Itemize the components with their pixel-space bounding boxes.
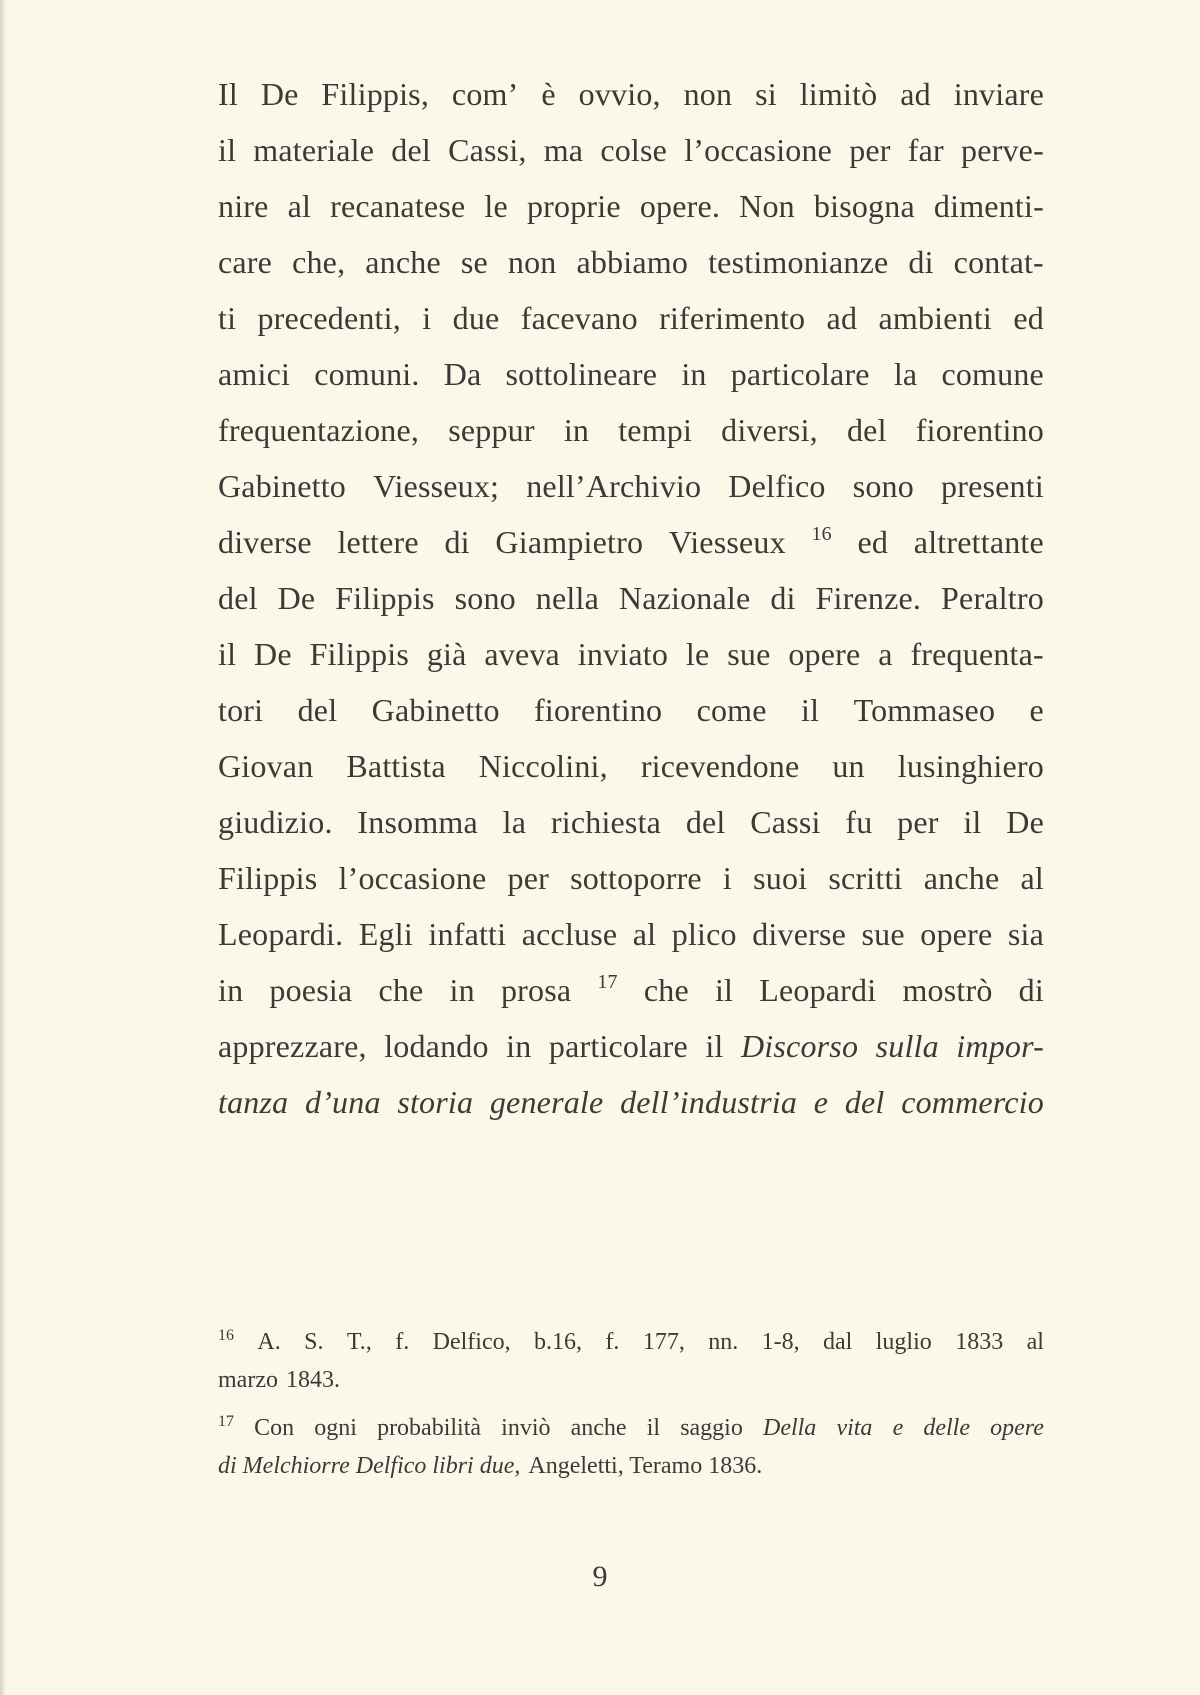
word: Viesseux;	[373, 468, 500, 504]
word: ed	[1013, 300, 1044, 336]
word: scritti	[828, 860, 903, 896]
word: frequenta-	[910, 636, 1044, 672]
word: 177,	[642, 1329, 685, 1355]
italic-word: opere	[990, 1415, 1044, 1441]
word: ti	[218, 300, 237, 336]
word: Filippis,	[321, 76, 430, 112]
text-line	[218, 290, 1044, 346]
word: Delfico,	[432, 1329, 511, 1355]
word: probabilità	[377, 1415, 482, 1441]
word: in	[218, 972, 244, 1008]
word: sia	[1007, 916, 1044, 952]
word: Filippis	[335, 580, 435, 616]
text-line	[218, 962, 1044, 1018]
body-text	[218, 66, 1044, 1130]
word: far	[907, 132, 944, 168]
word: com’	[451, 76, 519, 112]
word: sue	[727, 636, 771, 672]
word: ad	[900, 76, 931, 112]
word: ovvio,	[578, 76, 661, 112]
word: Insomma	[357, 804, 478, 840]
word: i	[422, 300, 432, 336]
word: al	[632, 916, 657, 952]
word: a	[878, 636, 893, 672]
word: 1843.	[285, 1367, 340, 1393]
text-line	[218, 402, 1044, 458]
text-line	[218, 1074, 1044, 1130]
word: non	[683, 76, 733, 112]
footnote-line	[218, 1409, 1044, 1447]
word: Firenze.	[815, 580, 922, 616]
word: infatti	[428, 916, 507, 952]
word: non	[507, 244, 557, 280]
word: già	[426, 636, 467, 672]
word: plico	[671, 916, 737, 952]
italic-word: Della	[762, 1415, 817, 1441]
word: bisogna	[813, 188, 915, 224]
footnote-line	[218, 1323, 1044, 1361]
italic-word: dell’industria	[620, 1084, 798, 1120]
footnote-16	[218, 1323, 1044, 1399]
text-line	[218, 906, 1044, 962]
text-line	[218, 346, 1044, 402]
word: recanatese	[330, 188, 466, 224]
word: comuni.	[314, 356, 420, 392]
footnote-line	[218, 1447, 1044, 1485]
word: il	[705, 1028, 724, 1064]
word: le	[484, 188, 508, 224]
word: Delfico	[728, 468, 826, 504]
footnote-marker: 16	[218, 1327, 234, 1344]
word: richiesta	[550, 804, 662, 840]
word: al	[287, 188, 312, 224]
word: De	[254, 636, 292, 672]
word: facevano	[520, 300, 638, 336]
word: Battista	[346, 748, 446, 784]
word: mostrò	[902, 972, 993, 1008]
text-line	[218, 234, 1044, 290]
word: sottolineare	[505, 356, 658, 392]
word: Non	[739, 188, 795, 224]
word: per	[849, 132, 891, 168]
word: nire	[218, 188, 269, 224]
text-line	[218, 794, 1044, 850]
word: Filippis	[309, 636, 409, 672]
word: dal	[823, 1329, 853, 1355]
word: Il	[218, 76, 238, 112]
word: l’occasione	[684, 132, 833, 168]
word: proprie	[526, 188, 621, 224]
word: anche	[923, 860, 1000, 896]
word: De	[1006, 804, 1044, 840]
word: contat-	[953, 244, 1044, 280]
italic-word: Discorso	[740, 1028, 859, 1064]
italic-word: sulla	[875, 1028, 939, 1064]
word: poesia	[269, 972, 353, 1008]
word: saggio	[680, 1415, 743, 1441]
word: ma	[543, 132, 584, 168]
word: anche	[365, 244, 441, 280]
italic-word: di Melchiorre Delfico libri due,	[218, 1453, 521, 1479]
word: b.16,	[534, 1329, 582, 1355]
word: luglio	[875, 1329, 932, 1355]
italic-word: e	[892, 1415, 904, 1441]
word: Leopardi.	[218, 916, 344, 952]
word: opere	[788, 636, 861, 672]
word: per	[507, 860, 549, 896]
word: di	[1018, 972, 1044, 1008]
word: del	[685, 804, 726, 840]
italic-word: vita	[836, 1415, 873, 1441]
word: Con	[254, 1415, 295, 1441]
text-line	[218, 122, 1044, 178]
word: diversi,	[721, 412, 818, 448]
word: particolare	[548, 1028, 688, 1064]
word: che	[378, 972, 424, 1008]
word: precedenti,	[257, 300, 401, 336]
word: De	[260, 76, 299, 112]
word: accluse	[521, 916, 618, 952]
italic-word: commercio	[901, 1084, 1044, 1120]
word: opere	[920, 916, 993, 952]
word: frequentazione,	[218, 412, 420, 448]
word: riferimento	[659, 300, 806, 336]
word: ed	[857, 524, 889, 560]
word: amici	[218, 356, 291, 392]
word: il	[801, 692, 820, 728]
word: come	[696, 692, 767, 728]
word: sue	[861, 916, 905, 952]
word: anche	[570, 1415, 627, 1441]
word: di	[908, 244, 934, 280]
word: lodando	[384, 1028, 489, 1064]
word: che	[643, 972, 689, 1008]
text-line	[218, 514, 1044, 570]
italic-word: del	[844, 1084, 885, 1120]
footnote-reference: 17	[597, 971, 618, 993]
word: in	[563, 412, 590, 448]
word: la	[502, 804, 527, 840]
word: Cassi	[750, 804, 821, 840]
word: Giovan	[218, 748, 314, 784]
word: al	[1026, 1329, 1044, 1355]
word: De	[277, 580, 316, 616]
word: materiale	[253, 132, 375, 168]
footnote-reference: 16	[811, 523, 832, 545]
text-line	[218, 850, 1044, 906]
word: A.	[257, 1329, 281, 1355]
word: 1-8,	[761, 1329, 800, 1355]
word: Da	[443, 356, 482, 392]
word: ricevendone	[640, 748, 800, 784]
word: limitò	[799, 76, 878, 112]
word: il	[218, 132, 237, 168]
word: il	[646, 1415, 661, 1441]
word: che,	[292, 244, 346, 280]
word: è	[541, 76, 556, 112]
italic-word: impor-	[956, 1028, 1044, 1064]
word: l’occasione	[338, 860, 487, 896]
word: fu	[845, 804, 873, 840]
word: il	[218, 636, 237, 672]
word: Nazionale	[618, 580, 751, 616]
word: perve-	[961, 132, 1044, 168]
text-line	[218, 570, 1044, 626]
footnote-marker: 17	[218, 1413, 234, 1430]
word: Viesseux	[668, 524, 786, 560]
word: dimenti-	[933, 188, 1044, 224]
page-edge-shadow	[0, 0, 6, 1695]
word: in	[681, 356, 707, 392]
word: nell’Archivio	[526, 468, 702, 504]
word: T.,	[346, 1329, 372, 1355]
word: lusinghiero	[897, 748, 1044, 784]
word: lettere	[337, 524, 419, 560]
text-line	[218, 738, 1044, 794]
word: i	[722, 860, 733, 896]
word: 1833	[955, 1329, 1004, 1355]
word: Angeletti, Teramo 1836.	[528, 1453, 763, 1479]
word: un	[832, 748, 865, 784]
text-line	[218, 178, 1044, 234]
word: suoi	[753, 860, 808, 896]
text-line	[218, 66, 1044, 122]
word: del	[297, 692, 338, 728]
footnotes	[218, 1323, 1044, 1485]
word: inviato	[577, 636, 669, 672]
word: f.	[395, 1329, 410, 1355]
word: altrettante	[913, 524, 1044, 560]
word: abbiamo	[576, 244, 689, 280]
word: opere.	[639, 188, 721, 224]
word: sono	[852, 468, 914, 504]
footnote-spacer	[218, 1399, 1044, 1409]
word: presenti	[941, 468, 1044, 504]
word: ambienti	[878, 300, 993, 336]
word: Peraltro	[941, 580, 1044, 616]
word: particolare	[730, 356, 870, 392]
word: Gabinetto	[218, 468, 346, 504]
word: fiorentino	[915, 412, 1044, 448]
word: inviare	[953, 76, 1044, 112]
word: marzo	[218, 1367, 278, 1393]
word: sottoporre	[570, 860, 702, 896]
word: f.	[605, 1329, 620, 1355]
word: fiorentino	[534, 692, 663, 728]
text-line	[218, 626, 1044, 682]
word: Giampietro	[495, 524, 644, 560]
word: la	[893, 356, 918, 392]
word: al	[1020, 860, 1044, 896]
word: diverse	[752, 916, 847, 952]
italic-word: delle	[923, 1415, 970, 1441]
word: sono	[454, 580, 516, 616]
word: tori	[218, 692, 264, 728]
word: Tommaseo	[853, 692, 996, 728]
text-line	[218, 1018, 1044, 1074]
italic-word: generale	[489, 1084, 604, 1120]
text-line	[218, 458, 1044, 514]
word: Niccolini,	[478, 748, 608, 784]
word: Egli	[358, 916, 413, 952]
word: ogni	[314, 1415, 357, 1441]
word: due	[452, 300, 500, 336]
word: aveva	[484, 636, 560, 672]
page-number: 9	[592, 1560, 608, 1593]
word: testimonianze	[708, 244, 889, 280]
word: giudizio.	[218, 804, 333, 840]
word: tempi	[618, 412, 693, 448]
word: del	[846, 412, 887, 448]
text-line	[218, 682, 1044, 738]
word: in	[506, 1028, 532, 1064]
word: del	[218, 580, 258, 616]
word: le	[685, 636, 710, 672]
word: in	[449, 972, 475, 1008]
word: di	[770, 580, 796, 616]
word: del	[391, 132, 431, 168]
word: inviò	[501, 1415, 551, 1441]
word: e	[1029, 692, 1044, 728]
word: nella	[535, 580, 599, 616]
word: per	[897, 804, 939, 840]
word: colse	[600, 132, 668, 168]
footnote-17	[218, 1409, 1044, 1485]
italic-word: storia	[397, 1084, 474, 1120]
word: comune	[941, 356, 1044, 392]
word: Gabinetto	[371, 692, 500, 728]
italic-word: tanza	[218, 1084, 289, 1120]
word: prosa	[500, 972, 572, 1008]
italic-word: e	[813, 1084, 829, 1120]
word: S.	[304, 1329, 324, 1355]
italic-word: d’una	[305, 1084, 381, 1120]
word: seppur	[448, 412, 535, 448]
word: nn.	[708, 1329, 739, 1355]
word: si	[755, 76, 777, 112]
word: Cassi,	[448, 132, 527, 168]
word: il	[963, 804, 982, 840]
word: il	[714, 972, 734, 1008]
word: apprezzare,	[218, 1028, 367, 1064]
word: Leopardi	[759, 972, 877, 1008]
word: ad	[826, 300, 858, 336]
word: di	[444, 524, 470, 560]
word: care	[218, 244, 273, 280]
word: se	[460, 244, 488, 280]
footnote-line	[218, 1361, 1044, 1399]
word: Filippis	[218, 860, 318, 896]
word: diverse	[218, 524, 312, 560]
